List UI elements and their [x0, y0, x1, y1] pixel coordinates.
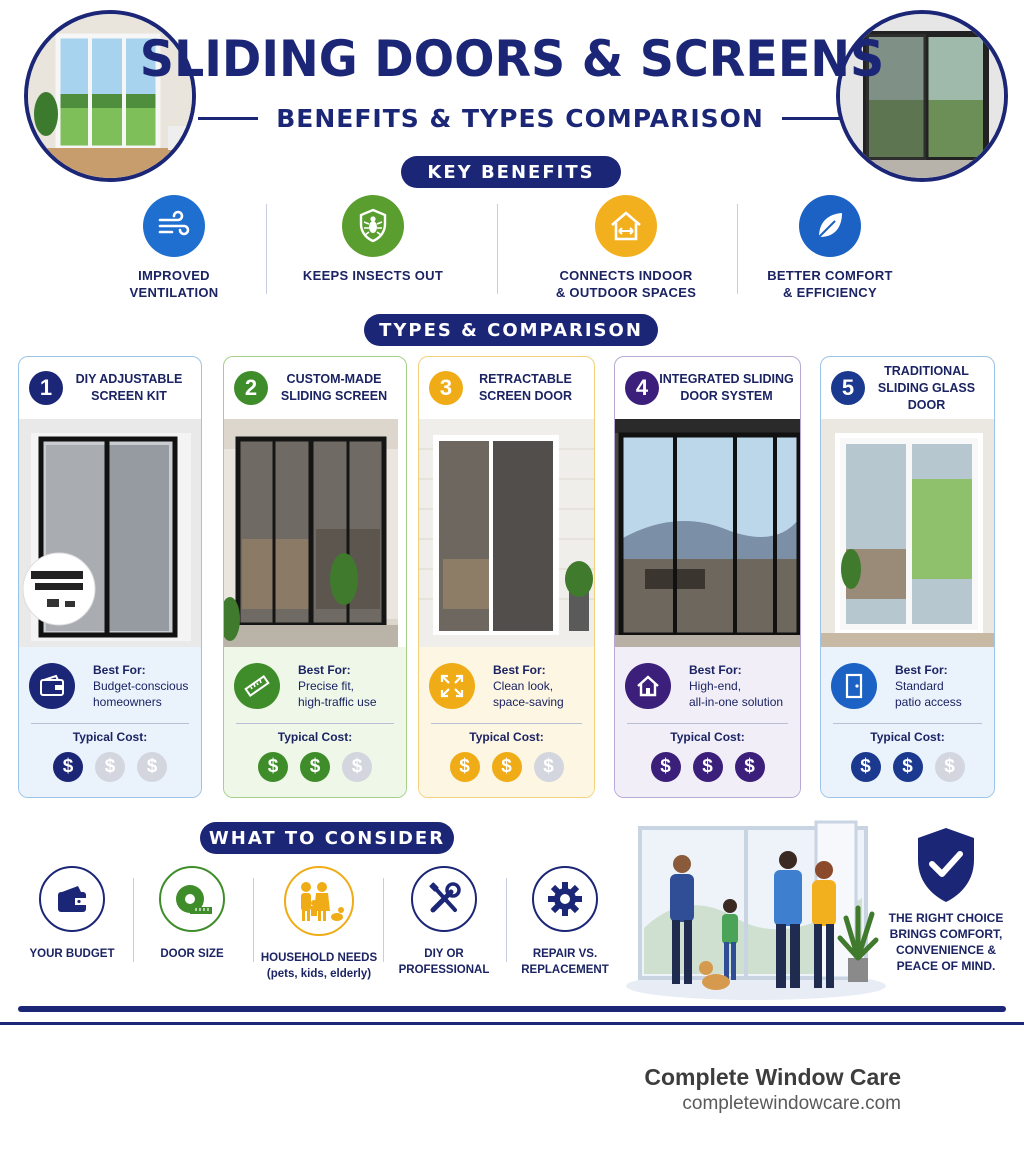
card-title: RETRACTABLE SCREEN DOOR: [478, 372, 573, 403]
cost-coin-empty: $: [95, 752, 125, 782]
consider-repair: [507, 866, 623, 978]
divider: [497, 204, 498, 294]
cost-coin-filled: $: [300, 752, 330, 782]
cost-rating: [232, 752, 398, 782]
card-body: [224, 647, 406, 798]
consider-household: [256, 866, 382, 982]
section-types: TYPES & COMPARISON: [364, 314, 658, 346]
consider-budget: [14, 866, 130, 962]
consider-label: YOUR BUDGET: [29, 948, 115, 960]
benefit-label: KEEPS INSECTS OUT: [302, 268, 444, 283]
best-for-label: Best For:: [689, 663, 742, 677]
best-for-label: Best For:: [895, 663, 948, 677]
cost-label: Typical Cost:: [469, 730, 544, 744]
brand-url[interactable]: completewindowcare.com: [682, 1093, 901, 1114]
best-for-label: Best For:: [493, 663, 546, 677]
cost-coin-filled: $: [693, 752, 723, 782]
best-for-label: Best For:: [93, 663, 146, 677]
divider: [266, 204, 267, 294]
leaf-icon: [799, 195, 861, 257]
best-for-text: [895, 662, 962, 710]
card-title: CUSTOM-MADE SLIDING SCREEN: [280, 372, 388, 403]
card-body: [615, 647, 800, 798]
cost-coin-filled: $: [651, 752, 681, 782]
best-for-row: [27, 657, 193, 715]
card-title: TRADITIONAL SLIDING GLASS DOOR: [877, 363, 976, 412]
retractable-screen-photo: [419, 419, 594, 647]
type-card-traditional: [820, 356, 995, 798]
card-number: 5: [831, 371, 865, 405]
ruler-icon: [234, 663, 280, 709]
cost-coin-filled: $: [53, 752, 83, 782]
card-image: [615, 419, 800, 647]
best-for-text: [493, 662, 564, 710]
card-title: INTEGRATED SLIDING DOOR SYSTEM: [659, 372, 794, 403]
page-title: SLIDING DOORS & SCREENS: [139, 30, 885, 88]
bug-shield-icon: [342, 195, 404, 257]
card-header: [19, 357, 201, 419]
cost-coin-filled: $: [735, 752, 765, 782]
separator: [627, 723, 788, 724]
consider-label: DIY OR PROFESSIONAL: [398, 948, 490, 976]
tools-icon: [411, 866, 477, 932]
best-for-row: [427, 657, 586, 715]
card-header: [224, 357, 406, 419]
type-card-custom-screen: [223, 356, 407, 798]
cost-coin-filled: $: [258, 752, 288, 782]
consider-door-size: [134, 866, 250, 962]
footer-line: [0, 1022, 1024, 1025]
cost-coin-filled: $: [893, 752, 923, 782]
card-title: DIY ADJUSTABLE SCREEN KIT: [75, 372, 183, 403]
benefit-label: IMPROVED VENTILATION: [129, 268, 219, 300]
cost-coin-empty: $: [342, 752, 372, 782]
separator: [31, 723, 189, 724]
cost-rating: [427, 752, 586, 782]
cost-rating: [623, 752, 792, 782]
cost-coin-filled: $: [450, 752, 480, 782]
benefit-insects: [273, 195, 473, 284]
best-for-value: High-end, all-in-one solution: [689, 679, 784, 709]
brand-block: [644, 1064, 901, 1115]
type-card-integrated: [614, 356, 801, 798]
best-for-value: Precise fit, high-traffic use: [298, 679, 377, 709]
cost-label: Typical Cost:: [670, 730, 745, 744]
consider-label: DOOR SIZE: [160, 948, 224, 960]
divider: [383, 878, 384, 962]
brand-name: Complete Window Care: [644, 1064, 901, 1090]
best-for-value: Clean look, space-saving: [493, 679, 564, 709]
divider-line: [782, 117, 842, 120]
type-card-retractable: [418, 356, 595, 798]
best-for-row: [232, 657, 398, 715]
wallet-icon: [29, 663, 75, 709]
page-subtitle: BENEFITS & TYPES COMPARISON: [276, 103, 764, 133]
card-header: [821, 357, 994, 419]
best-for-value: Standard patio access: [895, 679, 962, 709]
separator: [833, 723, 982, 724]
card-body: [419, 647, 594, 798]
best-for-label: Best For:: [298, 663, 351, 677]
card-header: [615, 357, 800, 419]
cost-coin-empty: $: [935, 752, 965, 782]
card-image: [224, 419, 406, 647]
divider: [253, 878, 254, 962]
card-body: [19, 647, 201, 798]
door-icon: [831, 663, 877, 709]
wallet-icon: [39, 866, 105, 932]
consider-label: REPAIR VS. REPLACEMENT: [521, 948, 609, 976]
card-number: 3: [429, 371, 463, 405]
cost-coin-filled: $: [851, 752, 881, 782]
card-number: 1: [29, 371, 63, 405]
benefit-comfort: [730, 195, 930, 301]
benefit-ventilation: [74, 195, 274, 301]
separator: [236, 723, 394, 724]
best-for-row: [829, 657, 986, 715]
glass-door-photo: [821, 419, 994, 647]
cost-coin-filled: $: [492, 752, 522, 782]
family-illustration: [626, 818, 888, 1002]
cost-rating: [829, 752, 986, 782]
best-for-text: [689, 662, 783, 710]
separator: [431, 723, 582, 724]
card-image: [419, 419, 594, 647]
cost-label: Typical Cost:: [72, 730, 148, 744]
cost-rating: [27, 752, 193, 782]
card-body: [821, 647, 994, 798]
card-image: [19, 419, 201, 647]
type-card-diy-kit: [18, 356, 202, 798]
home-icon: [625, 663, 671, 709]
best-for-value: Budget-conscious homeowners: [93, 679, 189, 709]
best-for-text: [93, 662, 188, 710]
family-icon: [284, 866, 354, 936]
wind-icon: [143, 195, 205, 257]
section-consider: WHAT TO CONSIDER: [200, 822, 454, 854]
benefit-label: BETTER COMFORT & EFFICIENCY: [767, 268, 893, 300]
closing-statement: THE RIGHT CHOICE BRINGS COMFORT, CONVENIENCE & PEACE OF MIND.: [888, 911, 1004, 973]
cost-coin-empty: $: [534, 752, 564, 782]
check-shield-icon: [914, 826, 978, 904]
consider-label: HOUSEHOLD NEEDS (pets, kids, elderly): [260, 952, 378, 980]
divider-line: [198, 117, 258, 120]
cost-coin-empty: $: [137, 752, 167, 782]
cost-label: Typical Cost:: [277, 730, 353, 744]
house-arrows-icon: [595, 195, 657, 257]
card-image: [821, 419, 994, 647]
card-header: [419, 357, 594, 419]
benefit-connects: [526, 195, 726, 301]
diy-screen-kit-photo: [19, 419, 201, 647]
tape-measure-icon: [159, 866, 225, 932]
benefit-label: CONNECTS INDOOR & OUTDOOR SPACES: [555, 268, 697, 300]
consider-diy-pro: [386, 866, 502, 978]
card-number: 4: [625, 371, 659, 405]
custom-screen-photo: [224, 419, 398, 647]
gear-icon: [532, 866, 598, 932]
subtitle-row: [220, 102, 820, 134]
cost-label: Typical Cost:: [870, 730, 945, 744]
best-for-text: [298, 662, 377, 710]
section-key-benefits: KEY BENEFITS: [401, 156, 621, 188]
expand-arrows-icon: [429, 663, 475, 709]
integrated-system-photo: [615, 419, 800, 647]
card-number: 2: [234, 371, 268, 405]
footer-bar: [18, 1006, 1006, 1012]
best-for-row: [623, 657, 792, 715]
